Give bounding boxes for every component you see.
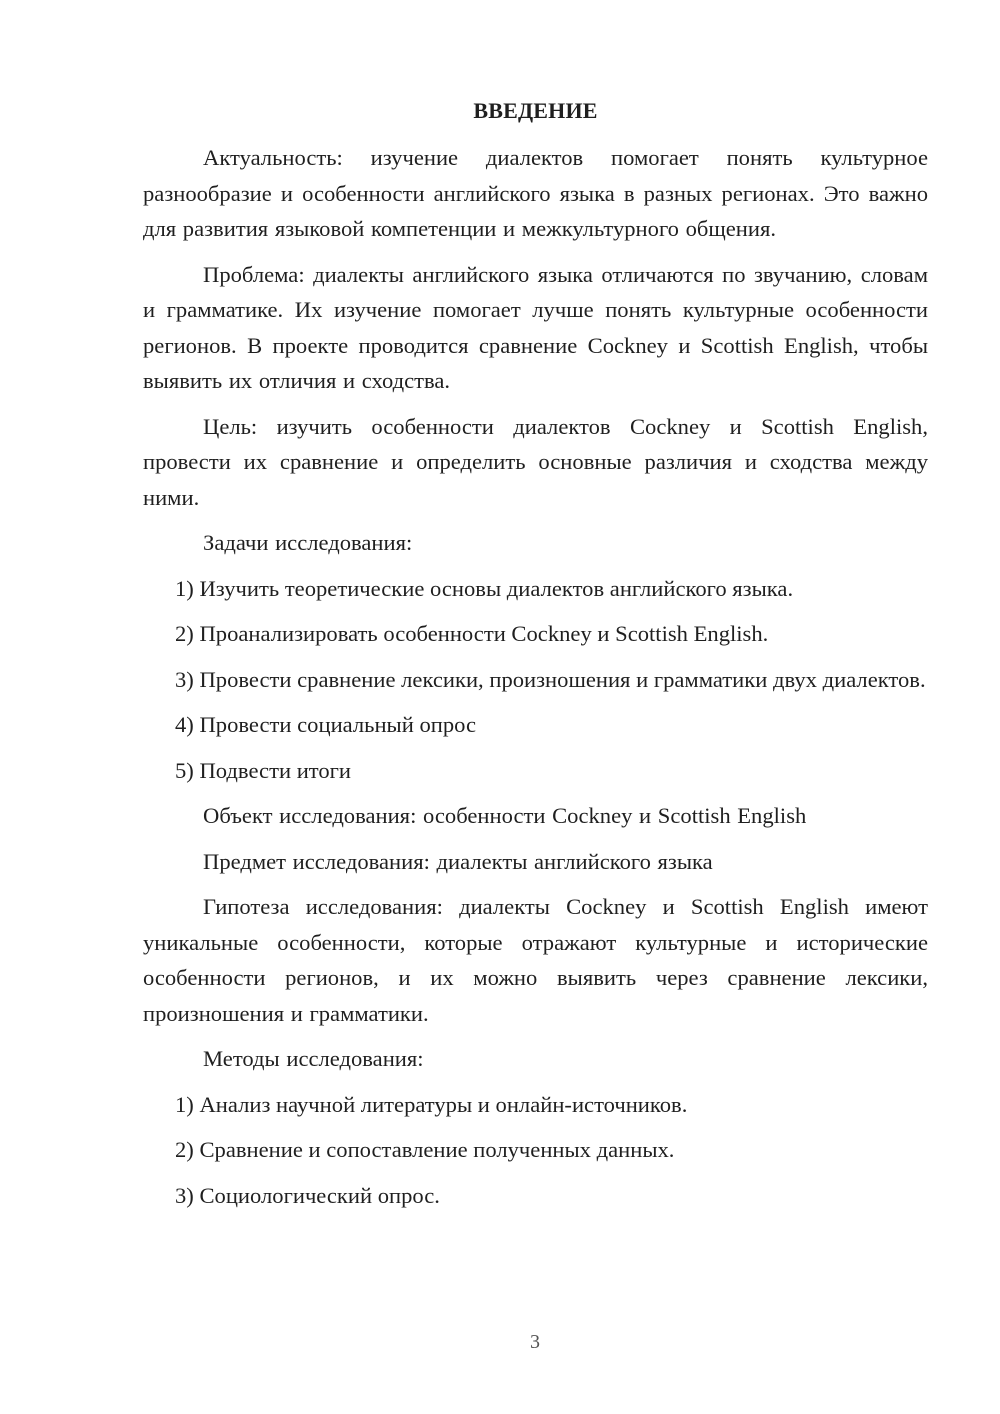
research-subject: Предмет исследования: диалекты английского языка bbox=[203, 848, 713, 874]
relevance-paragraph: Актуальность: изучение диалектов помогает понять культурное разнообразие и особенности английского языка в разных регионах. Это важно для развития языковой компетенции и межкультурного общения. bbox=[143, 145, 928, 241]
tasks-title: Задачи исследования: bbox=[203, 530, 413, 555]
task-list-item: 3) Провести сравнение лексики, произношения и грамматики двух диалектов. bbox=[175, 666, 926, 692]
task-list-item: 4) Провести социальный опрос bbox=[175, 712, 477, 737]
hypothesis-paragraph: Гипотеза исследования: диалекты Cockney и Scottish English имеют уникальные особенности, которые отражают культурные и исторические особенности регионов, и их можно выявить через сравнение лексики, произношения и грамматики. bbox=[143, 894, 928, 1026]
goal-paragraph: Цель: изучить особенности диалектов Cockney и Scottish English, провести их сравнение и определить основные различия и сходства между ними. bbox=[143, 413, 928, 510]
method-list-item: 2) Сравнение и сопоставление полученных данных. bbox=[175, 1137, 675, 1162]
research-object: Объект исследования: особенности Cockney и Scottish English bbox=[203, 803, 807, 828]
task-list-item: 1) Изучить теоретические основы диалектов английского языка. bbox=[175, 575, 794, 601]
task-list-item: 5) Подвести итоги bbox=[175, 757, 352, 783]
document-body bbox=[143, 94, 928, 1223]
page-number: 3 bbox=[530, 1331, 540, 1353]
method-list-item: 3) Социологический опрос. bbox=[175, 1182, 440, 1208]
methods-title: Методы исследования: bbox=[203, 1046, 424, 1071]
task-list-item: 2) Проанализировать особенности Cockney и Scottish English. bbox=[175, 621, 769, 646]
problem-paragraph: Проблема: диалекты английского языка отличаются по звучанию, словам и грамматике. Их изучение помогает лучше понять культурные особенности регионов. В проекте проводится сравнение Cockney и Scottish English, чтобы выявить их отличия и сходства. bbox=[143, 261, 928, 393]
section-heading: ВВЕДЕНИЕ bbox=[473, 98, 598, 123]
method-list-item: 1) Анализ научной литературы и онлайн-источников. bbox=[175, 1091, 688, 1117]
